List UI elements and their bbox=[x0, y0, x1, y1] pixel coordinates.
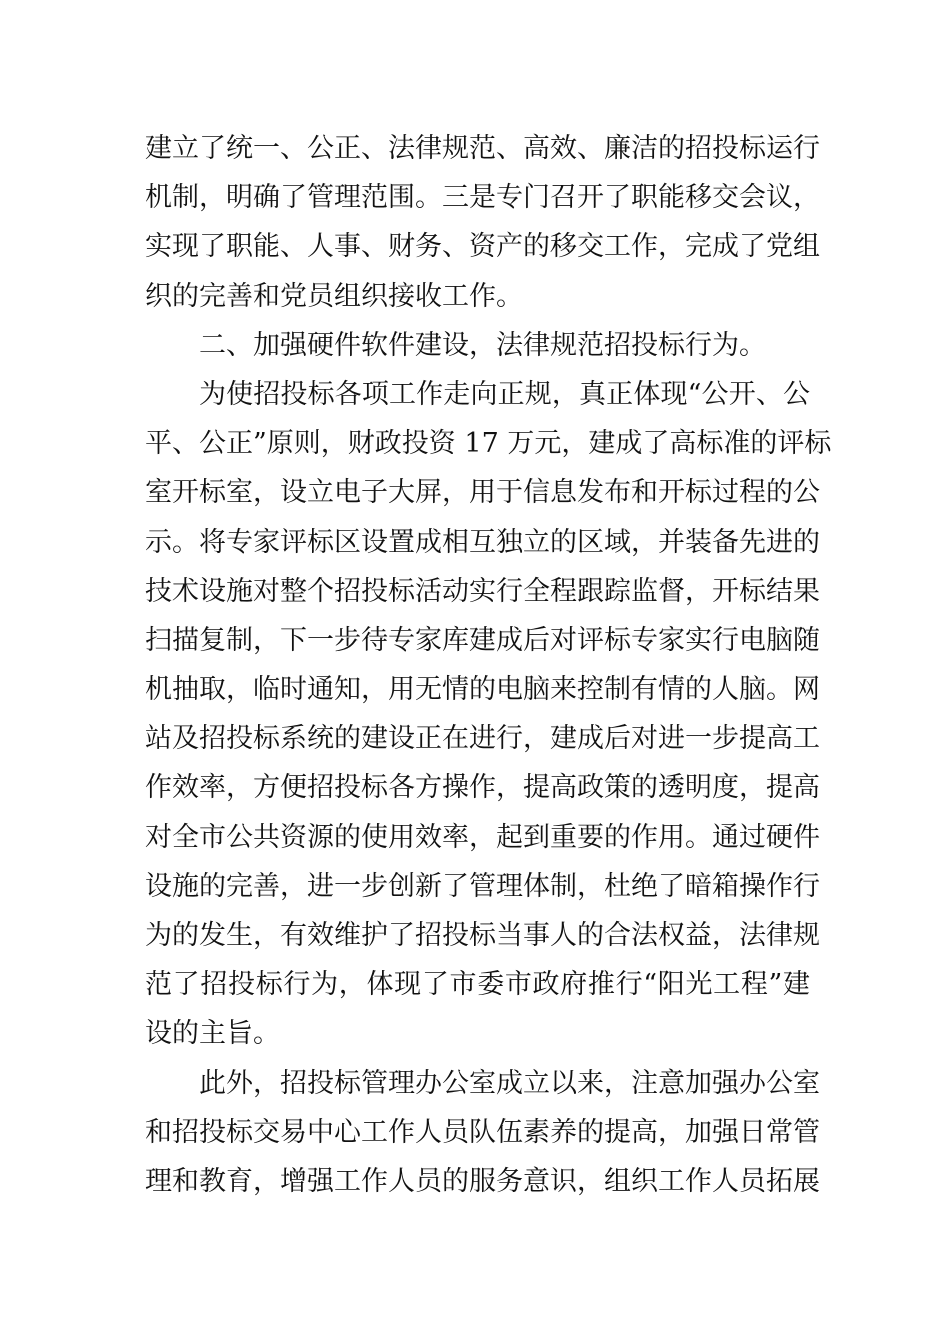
text-line: 为的发生，有效维护了招投标当事人的合法权益，法律规 bbox=[145, 920, 820, 951]
text-line: 织的完善和党员组织接收工作。 bbox=[145, 280, 523, 312]
text-line: 平、公正”原则，财政投资 17 万元，建成了高标准的评标 bbox=[145, 428, 832, 460]
text-line: 范了招投标行为，体现了市委市政府推行“阳光工程”建 bbox=[145, 969, 810, 1001]
text-line: 扫描复制，下一步待专家库建成后对评标专家实行电脑随 bbox=[145, 624, 820, 656]
text-line: 实现了职能、人事、财务、资产的移交工作，完成了党组 bbox=[145, 231, 820, 263]
text-line: 站及招投标系统的建设正在进行，建成后对进一步提高工 bbox=[145, 723, 820, 755]
text-line: 此外，招投标管理办公室成立以来，注意加强办公室 bbox=[199, 1067, 820, 1099]
text-line: 设施的完善，进一步创新了管理体制，杜绝了暗箱操作行 bbox=[145, 870, 820, 902]
text-line: 作效率，方便招投标各方操作，提高政策的透明度，提高 bbox=[145, 772, 820, 804]
section-heading bbox=[145, 321, 810, 370]
text-line: 和招投标交易中心工作人员队伍素养的提高，加强日常管 bbox=[145, 1116, 820, 1148]
text-line: 设的主旨。 bbox=[145, 1018, 280, 1050]
paragraph-hardware-software bbox=[145, 370, 832, 1059]
text-line: 理和教育，增强工作人员的服务意识，组织工作人员拓展 bbox=[145, 1165, 820, 1197]
text-line: 技术设施对整个招投标活动实行全程跟踪监督，开标结果 bbox=[145, 575, 820, 607]
paragraph-continuation bbox=[145, 124, 820, 321]
text-line: 示。将专家评标区设置成相互独立的区域，并装备先进的 bbox=[145, 526, 820, 558]
text-line: 二、加强硬件软件建设，法律规范招投标行为。 bbox=[199, 329, 766, 361]
paragraph-staff-training bbox=[145, 1059, 820, 1207]
body-text bbox=[145, 124, 832, 1206]
text-line: 室开标室，设立电子大屏，用于信息发布和开标过程的公 bbox=[145, 477, 820, 509]
text-line: 建立了统一、公正、法律规范、高效、廉洁的招投标运行 bbox=[145, 133, 820, 164]
text-line: 机抽取，临时通知，用无情的电脑来控制有情的人脑。网 bbox=[145, 674, 820, 706]
text-line: 机制，明确了管理范围。三是专门召开了职能移交会议， bbox=[145, 182, 820, 214]
text-line: 对全市公共资源的使用效率，起到重要的作用。通过硬件 bbox=[145, 821, 820, 853]
text-line: 为使招投标各项工作走向正规，真正体现“公开、公 bbox=[199, 378, 810, 410]
